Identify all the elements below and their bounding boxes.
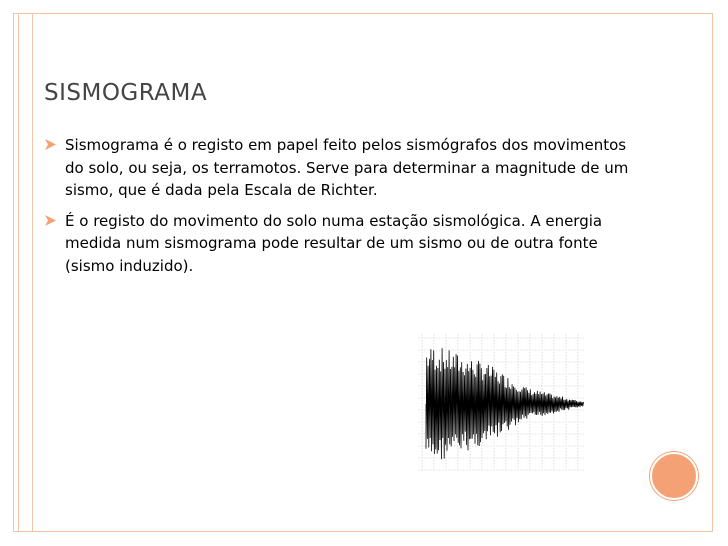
seismogram-image [418, 334, 586, 472]
bullet-list [44, 134, 634, 285]
decorative-circle [650, 452, 698, 500]
bullet-item [44, 134, 634, 202]
seismogram-trace [426, 348, 584, 459]
slide-title: SISMOGRAMA [44, 80, 208, 106]
bullet-text: É o registo do movimento do solo numa estação sismológica. A energia medida num sismograma pode resultar de um sismo ou de outra fonte (sismo induzido). [65, 211, 603, 275]
bullet-item [44, 210, 634, 278]
left-decorative-band [18, 14, 33, 531]
bullet-arrow-icon [44, 138, 57, 151]
bullet-text: Sismograma é o registo em papel feito pelos sismógrafos dos movimentos do solo, ou seja, os terramotos. Serve para determinar a magnitude de um sismo, que é dada pela Escala de Richter. [65, 136, 629, 199]
bullet-arrow-icon [44, 214, 57, 227]
